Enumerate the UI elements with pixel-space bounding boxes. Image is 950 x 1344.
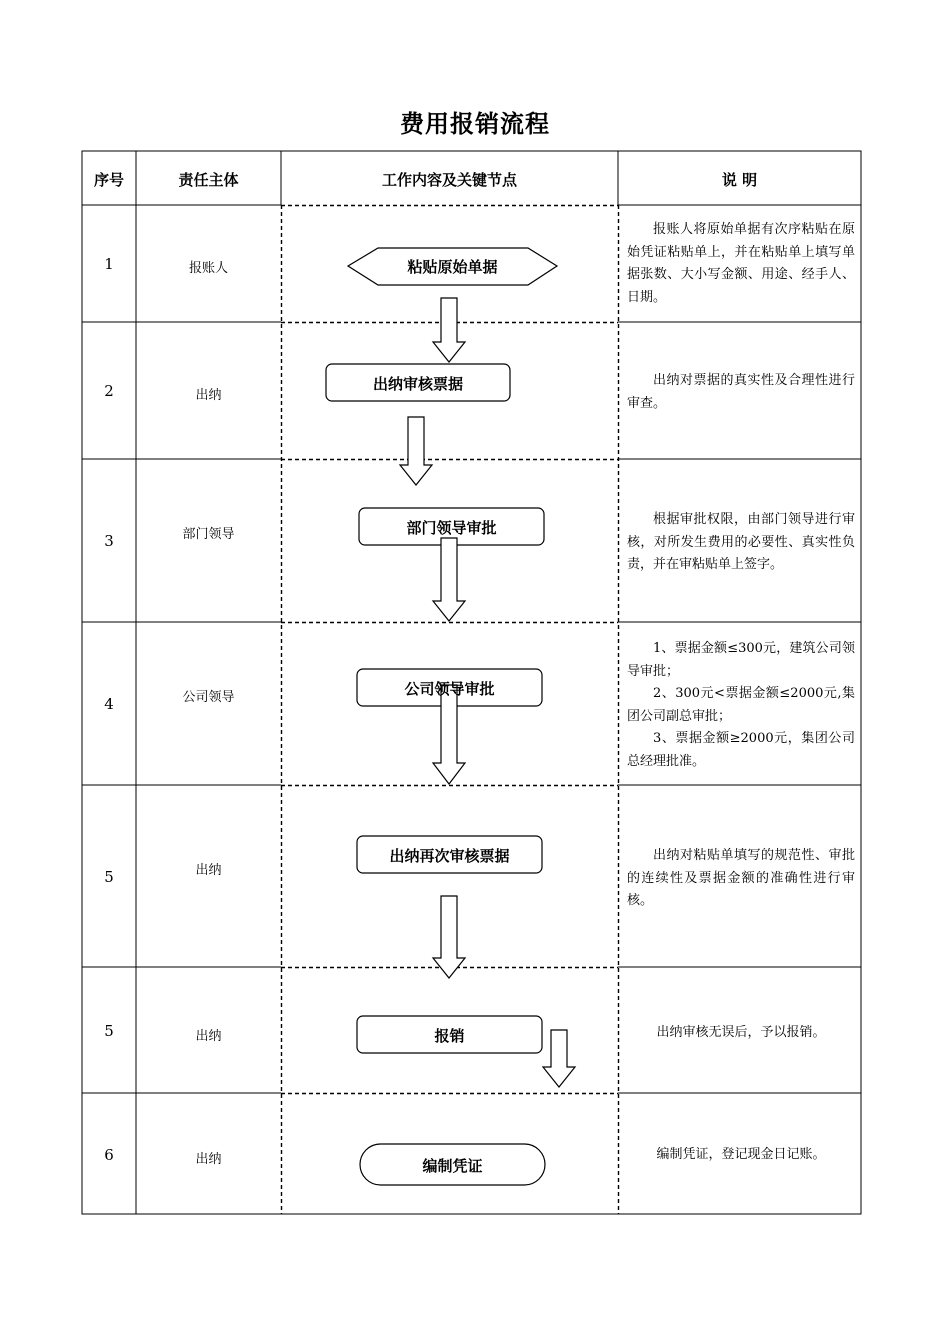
- arrow-down-icon: [400, 417, 432, 485]
- note-text: 编制凭证，登记现金日记账。: [656, 1147, 826, 1162]
- row-6-note: [627, 1022, 855, 1045]
- row-5-note: [627, 845, 855, 913]
- row-1-no: 1: [104, 255, 114, 273]
- note-text: 报账人将原始单据有次序粘贴在原始凭证粘贴单上，并在粘贴单上填写单据张数、大小写金额、用途、经手人、日期。: [627, 222, 855, 305]
- arrow-down-icon: [433, 538, 465, 621]
- row-2-note: [627, 370, 855, 415]
- row-4-note: [627, 638, 855, 773]
- note-text: 出纳审核无误后，予以报销。: [656, 1025, 826, 1040]
- note-text: 出纳对票据的真实性及合理性进行审查。: [627, 373, 855, 411]
- row-6-no: 5: [104, 1022, 114, 1040]
- row-1-note: [627, 219, 855, 309]
- row-4-owner: 公司领导: [182, 690, 235, 705]
- row-6-owner: 出纳: [195, 1029, 222, 1044]
- flow-node-2: 出纳审核票据: [372, 375, 463, 393]
- row-7-owner: 出纳: [195, 1152, 222, 1167]
- arrow-down-icon: [433, 896, 465, 978]
- row-5-owner: 出纳: [195, 863, 222, 878]
- row-3-note: [627, 509, 855, 577]
- note-line: 3、票据金额≥2000元，集团公司总经理批准。: [627, 731, 855, 769]
- arrow-down-icon: [543, 1030, 575, 1087]
- row-1-owner: 报账人: [188, 261, 228, 276]
- row-7-note: [627, 1144, 855, 1167]
- row-4-no: 4: [104, 695, 114, 713]
- row-7-no: 6: [104, 1146, 114, 1164]
- row-2-owner: 出纳: [195, 388, 222, 403]
- flow-node-7: 编制凭证: [422, 1157, 483, 1175]
- header-content: 工作内容及关键节点: [381, 171, 517, 189]
- header-note: 说 明: [721, 171, 758, 189]
- note-text: 出纳对粘贴单填写的规范性、审批的连续性及票据金额的准确性进行审核。: [627, 848, 855, 908]
- flow-node-6: 报销: [434, 1027, 465, 1045]
- arrow-down-icon: [433, 298, 465, 362]
- page-title: 费用报销流程: [400, 110, 550, 138]
- flow-node-4: 公司领导审批: [404, 680, 495, 698]
- header-owner: 责任主体: [178, 171, 239, 189]
- header-no: 序号: [93, 171, 124, 189]
- row-2-no: 2: [104, 382, 114, 400]
- note-text: 根据审批权限，由部门领导进行审核，对所发生费用的必要性、真实性负责，并在审粘贴单上签字。: [627, 512, 855, 572]
- flow-node-3: 部门领导审批: [406, 519, 497, 537]
- note-line: 2、300元<票据金额≤2000元,集团公司副总审批；: [627, 686, 855, 724]
- flow-node-5: 出纳再次审核票据: [389, 847, 510, 865]
- note-line: 1、票据金额≤300元，建筑公司领导审批；: [627, 641, 855, 679]
- flow-node-1: 粘贴原始单据: [407, 258, 498, 276]
- row-3-owner: 部门领导: [182, 527, 235, 542]
- row-3-no: 3: [104, 532, 114, 550]
- row-5-no: 5: [104, 868, 114, 886]
